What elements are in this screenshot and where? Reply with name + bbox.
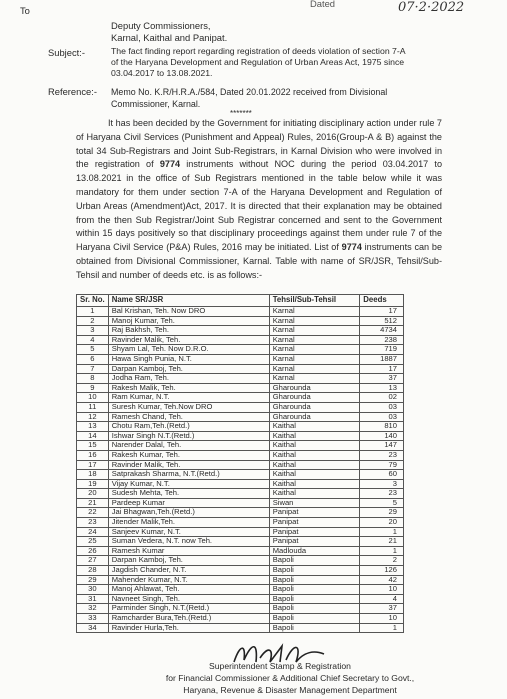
table-row <box>77 623 404 633</box>
table-row <box>77 345 404 355</box>
row-deeds: 512 <box>360 316 404 326</box>
row-tehsil: Bapoli <box>269 623 360 633</box>
dated-label: Dated <box>310 0 336 9</box>
row-sr-no: 34 <box>77 623 109 633</box>
row-sr-no: 20 <box>77 489 109 499</box>
row-sr-no: 32 <box>77 604 109 614</box>
row-tehsil: Gharounda <box>269 412 360 422</box>
body-text-part-3: instruments can be obtained from Divisional Commissioner, Karnal. Table with name of SR/JSR, Tehsil/Sub-Tehsil and number of deeds etc. is as follows:- <box>76 242 442 280</box>
table-row <box>77 412 404 422</box>
table-row <box>77 575 404 585</box>
row-tehsil: Bapoli <box>269 594 360 604</box>
row-sr-no: 24 <box>77 527 109 537</box>
row-deeds: 4 <box>360 594 404 604</box>
table-row <box>77 604 404 614</box>
row-deeds: 1 <box>360 623 404 633</box>
row-name: Sudesh Mehta, Teh. <box>108 489 269 499</box>
column-header-deeds: Deeds <box>360 295 404 307</box>
row-name: Bal Krishan, Teh. Now DRO <box>108 307 269 317</box>
row-deeds: 17 <box>360 307 404 317</box>
row-deeds: 17 <box>360 364 404 374</box>
row-tehsil: Bapoli <box>269 566 360 576</box>
row-deeds: 1 <box>360 527 404 537</box>
row-tehsil: Karnal <box>269 335 360 345</box>
subject-label: Subject:- <box>48 47 85 58</box>
row-deeds: 03 <box>360 412 404 422</box>
row-tehsil: Bapoli <box>269 556 360 566</box>
row-name: Jai Bhagwan,Teh.(Retd.) <box>108 508 269 518</box>
row-sr-no: 17 <box>77 460 109 470</box>
table-row <box>77 316 404 326</box>
row-name: Rakesh Malik, Teh. <box>108 383 269 393</box>
table-row <box>77 537 404 547</box>
row-name: Sanjeev Kumar, N.T. <box>108 527 269 537</box>
signatory-designation: Superintendent Stamp & Registration <box>209 661 351 671</box>
body-paragraph <box>76 117 442 283</box>
table-row <box>77 566 404 576</box>
row-deeds: 147 <box>360 441 404 451</box>
table-row <box>77 450 404 460</box>
row-sr-no: 14 <box>77 431 109 441</box>
row-deeds: 29 <box>360 508 404 518</box>
instrument-count-2: 9774 <box>341 242 362 253</box>
row-deeds: 21 <box>360 537 404 547</box>
row-deeds: 23 <box>360 489 404 499</box>
row-tehsil: Karnal <box>269 316 360 326</box>
table-row <box>77 585 404 595</box>
row-tehsil: Kaithal <box>269 460 360 470</box>
row-deeds: 13 <box>360 383 404 393</box>
row-tehsil: Gharounda <box>269 393 360 403</box>
row-tehsil: Bapoli <box>269 575 360 585</box>
row-name: Manoj Kumar, Teh. <box>108 316 269 326</box>
row-sr-no: 3 <box>77 326 109 336</box>
row-name: Narender Dalal, Teh. <box>108 441 269 451</box>
row-name: Ravinder Malik, Teh. <box>108 335 269 345</box>
row-sr-no: 16 <box>77 450 109 460</box>
row-sr-no: 1 <box>77 307 109 317</box>
to-label: To <box>20 5 30 16</box>
table-row <box>77 402 404 412</box>
row-sr-no: 26 <box>77 546 109 556</box>
row-name: Darpan Kamboj, Teh. <box>108 364 269 374</box>
row-sr-no: 5 <box>77 345 109 355</box>
table-row <box>77 431 404 441</box>
row-tehsil: Karnal <box>269 345 360 355</box>
row-deeds: 1887 <box>360 354 404 364</box>
row-sr-no: 7 <box>77 364 109 374</box>
table-row <box>77 307 404 317</box>
row-tehsil: Bapoli <box>269 604 360 614</box>
row-deeds: 140 <box>360 431 404 441</box>
table-row <box>77 594 404 604</box>
table-row <box>77 383 404 393</box>
row-name: Satprakash Sharma, N.T.(Retd.) <box>108 470 269 480</box>
row-deeds: 37 <box>360 374 404 384</box>
row-tehsil: Kaithal <box>269 441 360 451</box>
row-tehsil: Karnal <box>269 307 360 317</box>
subject-line-3: 03.04.2017 to 13.08.2021. <box>111 68 213 78</box>
row-sr-no: 13 <box>77 422 109 432</box>
row-tehsil: Panipat <box>269 508 360 518</box>
row-name: Ravinder Hurla,Teh. <box>108 623 269 633</box>
row-sr-no: 22 <box>77 508 109 518</box>
row-tehsil: Gharounda <box>269 383 360 393</box>
row-tehsil: Karnal <box>269 364 360 374</box>
row-deeds: 37 <box>360 604 404 614</box>
row-sr-no: 28 <box>77 566 109 576</box>
signatory-department: Haryana, Revenue & Disaster Management Department <box>183 685 397 695</box>
row-tehsil: Panipat <box>269 518 360 528</box>
table-row <box>77 479 404 489</box>
table-header-row <box>77 295 404 307</box>
row-sr-no: 8 <box>77 374 109 384</box>
row-name: Ramesh Chand, Teh. <box>108 412 269 422</box>
row-deeds: 10 <box>360 585 404 595</box>
instrument-count-1: 9774 <box>159 159 181 170</box>
row-name: Darpan Kamboj, Teh. <box>108 556 269 566</box>
row-tehsil: Karnal <box>269 354 360 364</box>
reference-line-2: Commissioner, Karnal. <box>111 99 201 109</box>
row-name: Ramesh Kumar <box>108 546 269 556</box>
addressee-line-2: Karnal, Kaithal and Panipat. <box>111 32 228 43</box>
row-name: Parminder Singh, N.T.(Retd.) <box>108 604 269 614</box>
row-sr-no: 31 <box>77 594 109 604</box>
row-sr-no: 29 <box>77 575 109 585</box>
row-sr-no: 11 <box>77 402 109 412</box>
row-deeds: 1 <box>360 546 404 556</box>
column-header-name: Name SR/JSR <box>108 295 269 307</box>
table-row <box>77 441 404 451</box>
body-text-part-2: instruments without NOC during the period 03.04.2017 to 13.08.2021 in the office of Sub Registrars mentioned in the table below while it was mandatory for them under section 7-A of the Haryana Development and Regulation of Urban Areas (Amendment)Act, 2017. It is directed that their explanation may be obtained from the then Sub Registrar/Joint Sub Registrar concerned and sent to the Government within 15 days positively so that disciplinary proceedings against them under rule 7 of the Haryana Civil Service (P&A) Rules, 2016 may be initiated. List of <box>76 159 443 253</box>
row-name: Pardeep Kumar <box>108 498 269 508</box>
row-tehsil: Madlouda <box>269 546 360 556</box>
row-deeds: 238 <box>360 335 404 345</box>
row-deeds: 4734 <box>360 326 404 336</box>
table-row <box>77 326 404 336</box>
separator-stars: ******* <box>230 109 252 118</box>
row-sr-no: 30 <box>77 585 109 595</box>
table-row <box>77 556 404 566</box>
signatory-on-behalf-of: for Financial Commissioner & Additional Chief Secretary to Govt., <box>165 673 415 683</box>
row-deeds: 79 <box>360 460 404 470</box>
table-row <box>77 354 404 364</box>
table-row <box>77 335 404 345</box>
row-sr-no: 6 <box>77 354 109 364</box>
row-sr-no: 4 <box>77 335 109 345</box>
row-sr-no: 10 <box>77 393 109 403</box>
row-deeds: 60 <box>360 470 404 480</box>
row-name: Hawa Singh Punia, N.T. <box>108 354 269 364</box>
row-name: Ram Kumar, N.T. <box>108 393 269 403</box>
row-tehsil: Panipat <box>269 537 360 547</box>
addressee-line-1: Deputy Commissioners, <box>111 20 211 31</box>
row-deeds: 23 <box>360 450 404 460</box>
reference-label: Reference:- <box>48 86 97 97</box>
row-name: Rakesh Kumar, Teh. <box>108 450 269 460</box>
row-name: Raj Bakhsh, Teh. <box>108 326 269 336</box>
table-row <box>77 374 404 384</box>
table-row <box>77 527 404 537</box>
row-sr-no: 15 <box>77 441 109 451</box>
row-name: Chotu Ram,Teh.(Retd.) <box>108 422 269 432</box>
handwritten-date: 07·2·2022 <box>398 0 465 15</box>
row-deeds: 3 <box>360 479 404 489</box>
row-tehsil: Bapoli <box>269 614 360 624</box>
subject-line-1: The fact finding report regarding registration of deeds violation of section 7-A <box>111 46 406 56</box>
row-name: Jagdish Chander, N.T. <box>108 566 269 576</box>
row-tehsil: Kaithal <box>269 489 360 499</box>
deeds-table <box>76 294 404 633</box>
row-name: Vijay Kumar, N.T. <box>108 479 269 489</box>
body-text-part-1: It has been decided by the Government for initiating disciplinary action under rule 7 of Haryana Civil Services (Punishment and Appeal) Rules, 2016(Group-A & B) against the total 34 Sub-Registrars and Joint Sub-Registrars, in Karnal Division who were involved in the registration of <box>76 118 442 170</box>
row-sr-no: 23 <box>77 518 109 528</box>
row-sr-no: 12 <box>77 412 109 422</box>
column-header-sr-no: Sr. No. <box>77 295 109 307</box>
row-tehsil: Karnal <box>269 326 360 336</box>
row-name: Ramcharder Bura,Teh.(Retd.) <box>108 614 269 624</box>
row-sr-no: 21 <box>77 498 109 508</box>
table-row <box>77 422 404 432</box>
row-deeds: 719 <box>360 345 404 355</box>
row-sr-no: 25 <box>77 537 109 547</box>
table-row <box>77 393 404 403</box>
row-name: Mahender Kumar, N.T. <box>108 575 269 585</box>
row-tehsil: Kaithal <box>269 479 360 489</box>
table-row <box>77 614 404 624</box>
table-row <box>77 470 404 480</box>
row-tehsil: Bapoli <box>269 585 360 595</box>
row-sr-no: 18 <box>77 470 109 480</box>
row-deeds: 42 <box>360 575 404 585</box>
table-row <box>77 498 404 508</box>
table-row <box>77 518 404 528</box>
table-row <box>77 460 404 470</box>
table-row <box>77 489 404 499</box>
row-deeds: 2 <box>360 556 404 566</box>
row-name: Jodha Ram, Teh. <box>108 374 269 384</box>
table-body <box>77 307 404 633</box>
row-deeds: 126 <box>360 566 404 576</box>
row-name: Suman Vedera, N.T. now Teh. <box>108 537 269 547</box>
row-deeds: 10 <box>360 614 404 624</box>
subject-line-2: of the Haryana Development and Regulation of Urban Areas Act, 1975 since <box>111 57 405 67</box>
row-name: Ishwar Singh N.T.(Retd.) <box>108 431 269 441</box>
row-tehsil: Kaithal <box>269 470 360 480</box>
row-deeds: 03 <box>360 402 404 412</box>
row-sr-no: 9 <box>77 383 109 393</box>
reference-line-1: Memo No. K.R/H.R.A./584, Dated 20.01.2022 received from Divisional <box>111 87 388 97</box>
row-name: Navneet Singh, Teh. <box>108 594 269 604</box>
row-tehsil: Karnal <box>269 374 360 384</box>
row-deeds: 810 <box>360 422 404 432</box>
row-sr-no: 27 <box>77 556 109 566</box>
row-name: Manoj Ahlawat, Teh. <box>108 585 269 595</box>
table-row <box>77 546 404 556</box>
row-deeds: 5 <box>360 498 404 508</box>
row-tehsil: Kaithal <box>269 431 360 441</box>
row-tehsil: Kaithal <box>269 450 360 460</box>
row-deeds: 02 <box>360 393 404 403</box>
row-tehsil: Siwan <box>269 498 360 508</box>
row-sr-no: 19 <box>77 479 109 489</box>
row-name: Shyam Lal, Teh. Now D.R.O. <box>108 345 269 355</box>
row-sr-no: 33 <box>77 614 109 624</box>
row-name: Suresh Kumar, Teh.Now DRO <box>108 402 269 412</box>
row-tehsil: Kaithal <box>269 422 360 432</box>
table-row <box>77 364 404 374</box>
row-name: Ravinder Malik, Teh. <box>108 460 269 470</box>
row-deeds: 20 <box>360 518 404 528</box>
row-sr-no: 2 <box>77 316 109 326</box>
column-header-tehsil: Tehsil/Sub-Tehsil <box>269 295 360 307</box>
row-name: Jitender Malik,Teh. <box>108 518 269 528</box>
row-tehsil: Gharounda <box>269 402 360 412</box>
table-row <box>77 508 404 518</box>
row-tehsil: Panipat <box>269 527 360 537</box>
